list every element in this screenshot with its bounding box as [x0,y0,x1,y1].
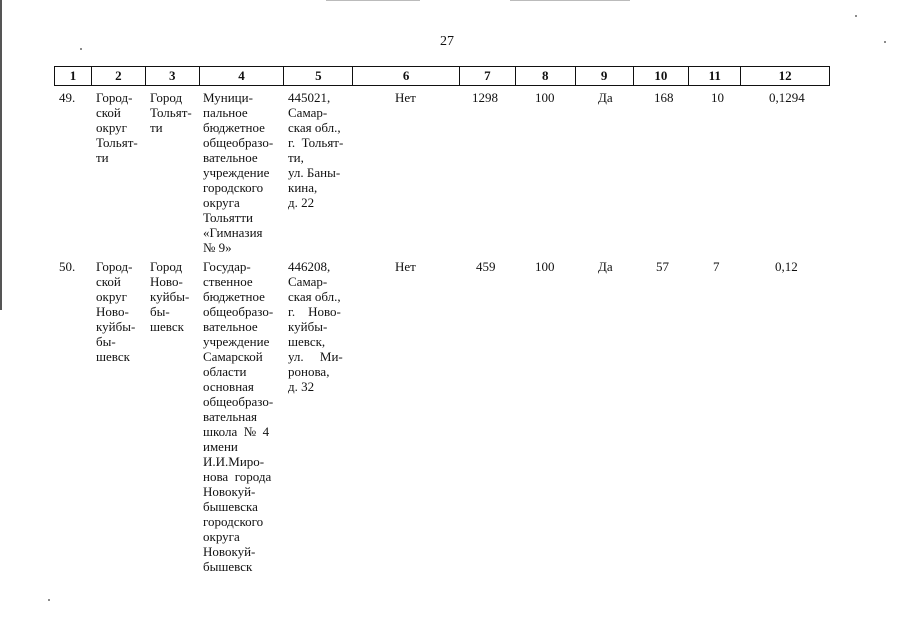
col7-cell: 459 [476,259,496,274]
header-col-9: 9 [576,67,634,85]
city-cell: Город Ново- куйбы- бы- шевск [150,259,190,334]
header-col-3: 3 [146,67,200,85]
institution-cell: Муници- пальное бюджетное общеобразо- вательное учреждение городского округа Тольятти «Гимназия № 9» [203,90,274,255]
col10-cell: 168 [654,90,674,105]
scan-speck [48,599,50,601]
header-col-10: 10 [634,67,690,85]
col12-cell: 0,12 [775,259,798,274]
page-number: 27 [440,34,454,49]
scan-speck [855,15,857,17]
col6-cell: Нет [395,259,416,274]
address-cell: 445021, Самар- ская обл., г. Тольят- ти, ул. Баны- кина, д. 22 [288,90,344,210]
header-col-6: 6 [353,67,460,85]
table-header-row [54,66,830,86]
col8-cell: 100 [535,259,555,274]
col12-cell: 0,1294 [769,90,805,105]
col11-cell: 7 [713,259,720,274]
col8-cell: 100 [535,90,555,105]
scan-top-mark [326,0,420,1]
col6-cell: Нет [395,90,416,105]
district-cell: Город- ской округ Тольят- ти [96,90,138,165]
header-col-12: 12 [778,68,792,83]
header-col-1: 1 [55,67,92,85]
address-cell: 446208, Самар- ская обл., г. Ново- куйбы- шевск, ул. Ми- ронова, д. 32 [288,259,343,394]
scan-top-mark [510,0,630,1]
header-col-5: 5 [284,67,353,85]
col10-cell: 57 [656,259,669,274]
col7-cell: 1298 [472,90,498,105]
header-col-4: 4 [200,67,285,85]
district-cell: Город- ской округ Ново- куйбы- бы- шевск [96,259,136,364]
city-cell: Город Тольят- ти [150,90,192,135]
row-number: 49. [59,90,76,105]
header-col-2: 2 [92,67,146,85]
row-number: 50. [59,259,76,274]
header-col-7: 7 [460,67,516,85]
col9-cell: Да [598,90,613,105]
header-col-11: 11 [689,67,741,85]
institution-cell: Государ- ственное бюджетное общеобразо- вательное учреждение Самарской области основная общеобразо- вательная школа № 4 имени И.И.Миро- нова города Новокуй- бышевска городского округа Новокуй- бышевск [203,259,274,574]
col9-cell: Да [598,259,613,274]
col11-cell: 10 [711,90,724,105]
header-col-8: 8 [516,67,576,85]
